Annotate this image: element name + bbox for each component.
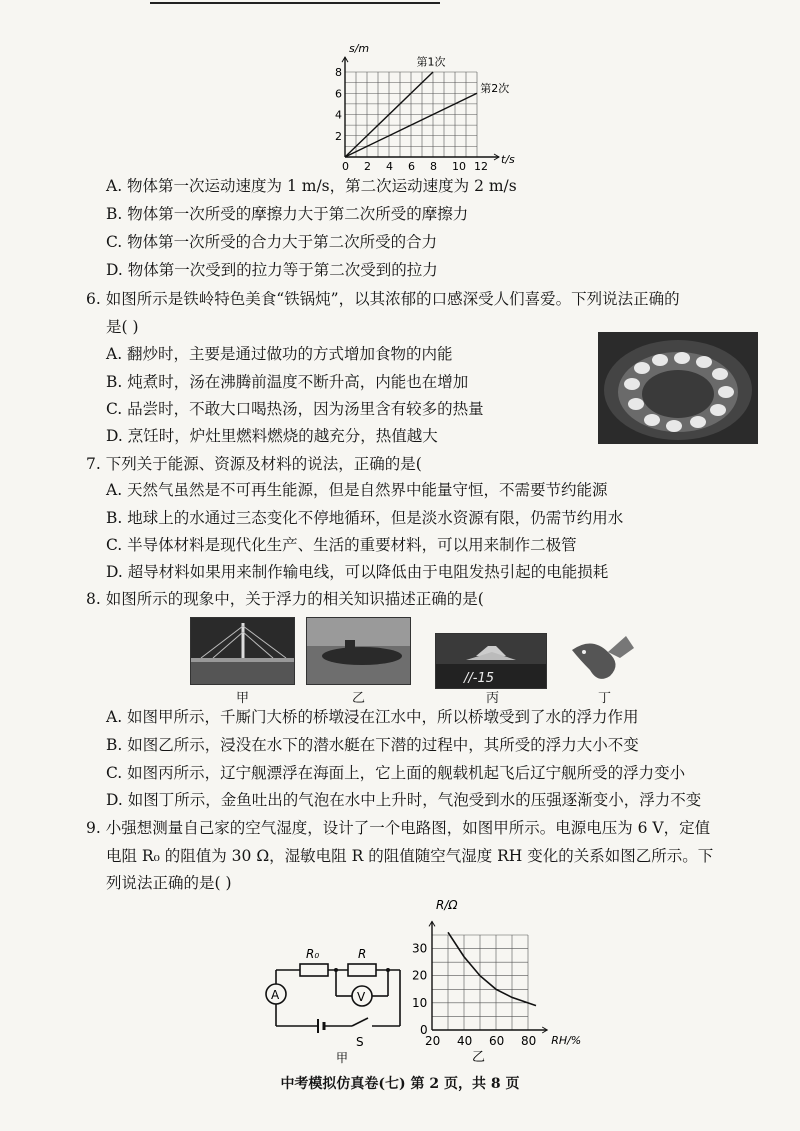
aircraft-carrier-photo bbox=[435, 633, 547, 689]
goldfish-photo bbox=[562, 630, 642, 686]
distance-time-graph bbox=[325, 40, 515, 170]
x-tick-label: 40 bbox=[457, 1034, 473, 1048]
q6-option-b[interactable]: B. 炖煮时，汤在沸腾前温度不断升高，内能也在增加 bbox=[106, 373, 469, 391]
q7-stem: 7. 下列关于能源、资源及材料的说法，正确的是( bbox=[86, 455, 422, 473]
q8-option-a[interactable]: A. 如图甲所示，千厮门大桥的桥墩浸在江水中，所以桥墩受到了水的浮力作用 bbox=[106, 708, 639, 726]
voltmeter-label: V bbox=[357, 990, 366, 1004]
q5-option-c[interactable]: C. 物体第一次所受的合力大于第二次所受的合力 bbox=[106, 233, 438, 251]
q9-stem-line1: 9. 小强想测量自己家的空气湿度，设计了一个电路图，如图甲所示。电源电压为 6 V，定值 bbox=[86, 819, 711, 837]
q9-stem-line2: 电阻 R₀ 的阻值为 30 Ω，湿敏电阻 R 的阻值随空气湿度 RH 变化的关系如图乙所示。下 bbox=[106, 847, 714, 865]
photo-caption-yi: 乙 bbox=[352, 691, 366, 706]
q8-stem: 8. 如图所示的现象中，关于浮力的相关知识描述正确的是( bbox=[86, 590, 484, 608]
x-tick-label: 2 bbox=[364, 160, 371, 170]
resistance-curve bbox=[448, 932, 536, 1005]
top-rule bbox=[150, 2, 440, 4]
q6-stem-line1: 6. 如图所示是铁岭特色美食“铁锅炖”，以其浓郁的口感深受人们喜爱。下列说法正确的 bbox=[86, 290, 680, 308]
y-axis-label: R/Ω bbox=[436, 898, 458, 912]
q6-option-c[interactable]: C. 品尝时，不敢大口喝热汤，因为汤里含有较多的热量 bbox=[106, 400, 484, 418]
x-tick-label: 80 bbox=[521, 1034, 537, 1048]
svg-text://-15: //-15 bbox=[464, 671, 494, 686]
resistor-r0-label: R₀ bbox=[306, 947, 320, 961]
ammeter-label: A bbox=[271, 988, 280, 1002]
x-tick-label: 6 bbox=[408, 160, 415, 170]
q8-option-b[interactable]: B. 如图乙所示，浸没在水下的潜水艇在下潜的过程中，其所受的浮力大小不变 bbox=[106, 736, 639, 754]
q6-option-a[interactable]: A. 翻炒时，主要是通过做功的方式增加食物的内能 bbox=[106, 345, 453, 363]
page-footer: 中考模拟仿真卷(七) 第 2 页，共 8 页 bbox=[280, 1076, 520, 1092]
q5-option-a[interactable]: A. 物体第一次运动速度为 1 m/s，第二次运动速度为 2 m/s bbox=[106, 177, 517, 195]
q8-option-c[interactable]: C. 如图丙所示，辽宁舰漂浮在海面上，它上面的舰载机起飞后辽宁舰所受的浮力变小 bbox=[106, 764, 686, 782]
y-tick-label: 0 bbox=[420, 1023, 428, 1037]
iron-pot-stew-photo bbox=[598, 332, 758, 444]
y-axis-label: s/m bbox=[349, 42, 370, 55]
series-label-2: 第2次 bbox=[480, 82, 510, 96]
photo-caption-ding: 丁 bbox=[598, 691, 612, 706]
x-tick-label: 0 bbox=[342, 160, 349, 170]
y-tick-label: 4 bbox=[335, 108, 342, 122]
photo-caption-bing: 丙 bbox=[486, 691, 500, 706]
y-tick-label: 30 bbox=[412, 941, 428, 956]
q9-stem-line3: 列说法正确的是( ) bbox=[106, 874, 232, 892]
q8-option-d[interactable]: D. 如图丁所示，金鱼吐出的气泡在水中上升时，气泡受到水的压强逐渐变小，浮力不变 bbox=[106, 791, 702, 809]
photo-caption-jia: 甲 bbox=[236, 691, 250, 706]
x-tick-label: 10 bbox=[452, 160, 466, 170]
y-tick-label: 6 bbox=[335, 87, 342, 101]
q7-option-a[interactable]: A. 天然气虽然是不可再生能源，但是自然界中能量守恒，不需要节约能源 bbox=[106, 481, 608, 499]
q5-option-d[interactable]: D. 物体第一次受到的拉力等于第二次受到的拉力 bbox=[106, 261, 438, 279]
submarine-photo bbox=[306, 617, 411, 685]
y-tick-label: 8 bbox=[335, 66, 342, 79]
y-tick-label: 2 bbox=[335, 129, 342, 143]
switch-label: S bbox=[356, 1035, 364, 1049]
q7-option-d[interactable]: D. 超导材料如果用来制作输电线，可以降低由于电阻发热引起的电能损耗 bbox=[106, 563, 609, 581]
q7-option-c[interactable]: C. 半导体材料是现代化生产、生活的重要材料，可以用来制作二极管 bbox=[106, 536, 577, 554]
circuit-diagram bbox=[262, 940, 412, 1065]
x-axis-label: t/s bbox=[501, 153, 515, 166]
resistor-r-label: R bbox=[358, 947, 367, 961]
y-tick-label: 20 bbox=[412, 968, 428, 983]
y-tick-label: 10 bbox=[412, 995, 428, 1010]
resistance-humidity-graph bbox=[400, 897, 590, 1067]
circuit-caption: 甲 bbox=[336, 1051, 349, 1065]
x-axis-label: RH/% bbox=[551, 1034, 582, 1047]
series-label-1: 第1次 bbox=[416, 55, 446, 69]
q6-option-d[interactable]: D. 烹饪时，炉灶里燃料燃烧的越充分，热值越大 bbox=[106, 427, 438, 445]
x-tick-label: 60 bbox=[489, 1034, 505, 1048]
graph-caption: 乙 bbox=[472, 1050, 486, 1065]
bridge-photo bbox=[190, 617, 295, 685]
x-tick-label: 8 bbox=[430, 160, 437, 170]
q7-option-b[interactable]: B. 地球上的水通过三态变化不停地循环，但是淡水资源有限，仍需节约用水 bbox=[106, 509, 624, 527]
q6-stem-line2: 是( ) bbox=[106, 318, 139, 336]
x-tick-label: 4 bbox=[386, 160, 393, 170]
x-tick-label: 12 bbox=[474, 160, 488, 170]
q5-option-b[interactable]: B. 物体第一次所受的摩擦力大于第二次所受的摩擦力 bbox=[106, 205, 469, 223]
x-tick-label: 20 bbox=[425, 1034, 441, 1048]
